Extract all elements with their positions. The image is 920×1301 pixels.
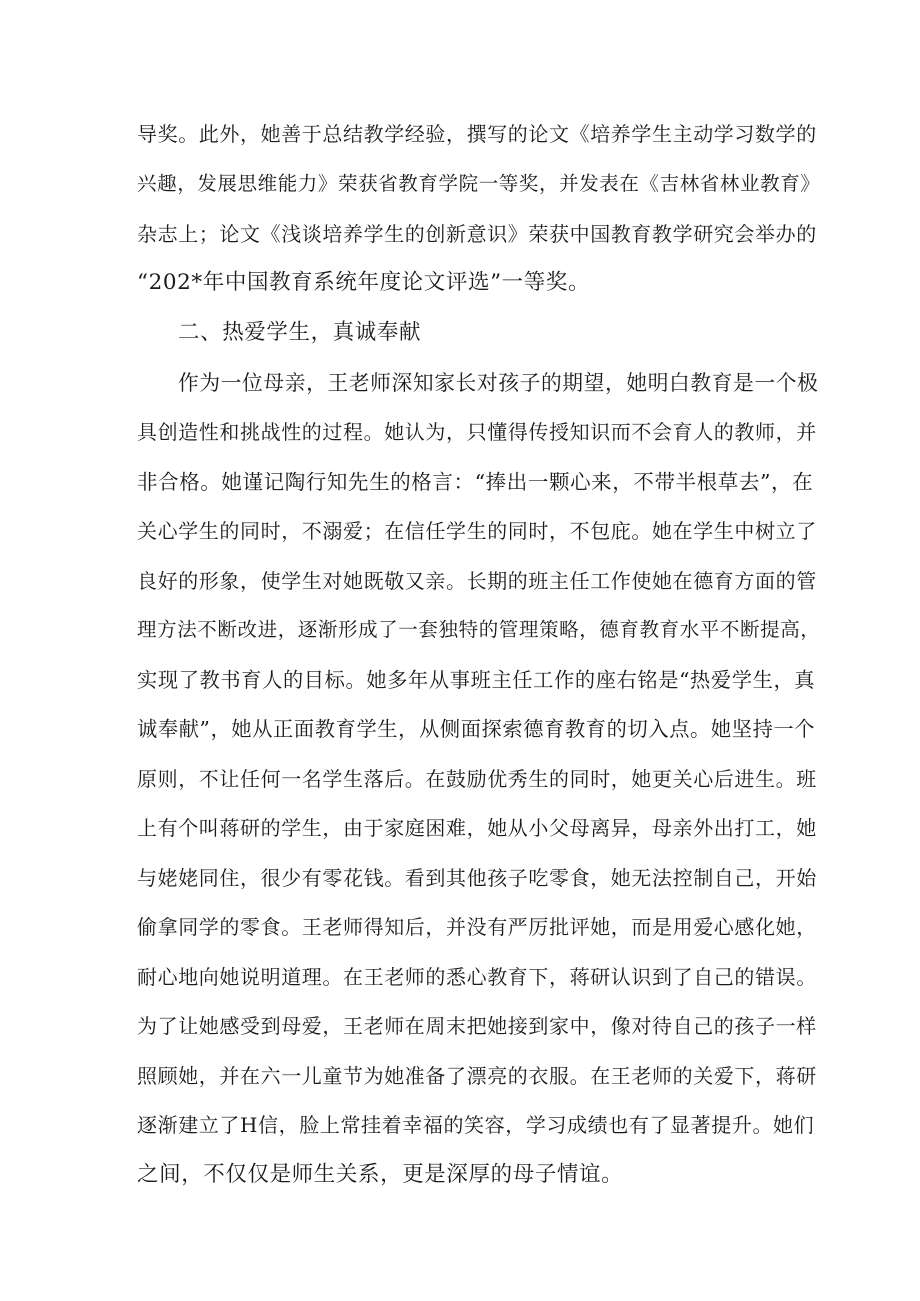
paragraph-line: “202*年中国教育系统年度论文评选”一等奖。 [137,270,591,295]
paragraph-line: 理方法不断改进，逐渐形成了一套独特的管理策略，德育教育水平不断提高， [137,618,821,641]
paragraph-line: 之间，不仅仅是师生关系，更是深厚的母子情谊。 [137,1162,624,1187]
paragraph-line: 耐心地向她说明道理。在王老师的悉心教育下，蒋研认识到了自己的错误。 [137,965,817,989]
paragraph-line: 良好的形象，使学生对她既敬又亲。长期的班主任工作使她在德育方面的管 [137,569,817,593]
paragraph-line: 作为一位母亲，王老师深知家长对孩子的期望，她明白教育是一个极 [178,371,819,395]
section-heading: 二、热爱学生，真诚奉献 [178,320,422,345]
paragraph-line: 实现了教书育人的目标。她多年从事班主任工作的座右铭是“热爱学生，真 [137,668,816,692]
paragraph-line: 兴趣，发展思维能力》荣获省教育学院一等奖，并发表在《吉林省林业教育》 [137,172,821,195]
paragraph-line: 杂志上；论文《浅谈培养学生的创新意识》荣获中国教育教学研究会举办的 [137,222,817,246]
paragraph-line: 关心学生的同时，不溺爱；在信任学生的同时，不包庇。她在学生中树立了 [137,519,817,543]
paragraph-line: 偷拿同学的零食。王老师得知后，并没有严厉批评她，而是用爱心感化她， [137,915,817,939]
paragraph-line: 逐渐建立了H信，脸上常挂着幸福的笑容，学习成绩也有了显著提升。她们 [137,1113,815,1137]
paragraph-line: 诚奉献”，她从正面教育学生，从侧面探索德育教育的切入点。她坚持一个 [137,717,816,741]
paragraph-line: 原则，不让任何一名学生落后。在鼓励优秀生的同时，她更关心后进生。班 [137,767,817,791]
paragraph-line: 上有个叫蒋研的学生，由于家庭困难，她从小父母离异，母亲外出打工，她 [137,816,817,840]
paragraph-line: 为了让她感受到母爱，王老师在周末把她接到家中，像对待自己的孩子一样 [137,1014,817,1038]
paragraph-line: 非合格。她谨记陶行知先生的格言：“捧出一颗心来，不带半根草去”，在 [137,470,814,494]
paragraph-line: 与姥姥同住，很少有零花钱。看到其他孩子吃零食，她无法控制自己，开始 [137,866,817,890]
paragraph-line: 具创造性和挑战性的过程。她认为，只懂得传授知识而不会育人的教师，并 [137,420,817,444]
paragraph-line: 照顾她，并在六一儿童节为她准备了漂亮的衣服。在王老师的关爱下，蒋研 [137,1064,817,1088]
paragraph-line: 导奖。此外，她善于总结教学经验，撰写的论文《培养学生主动学习数学的 [137,122,817,146]
